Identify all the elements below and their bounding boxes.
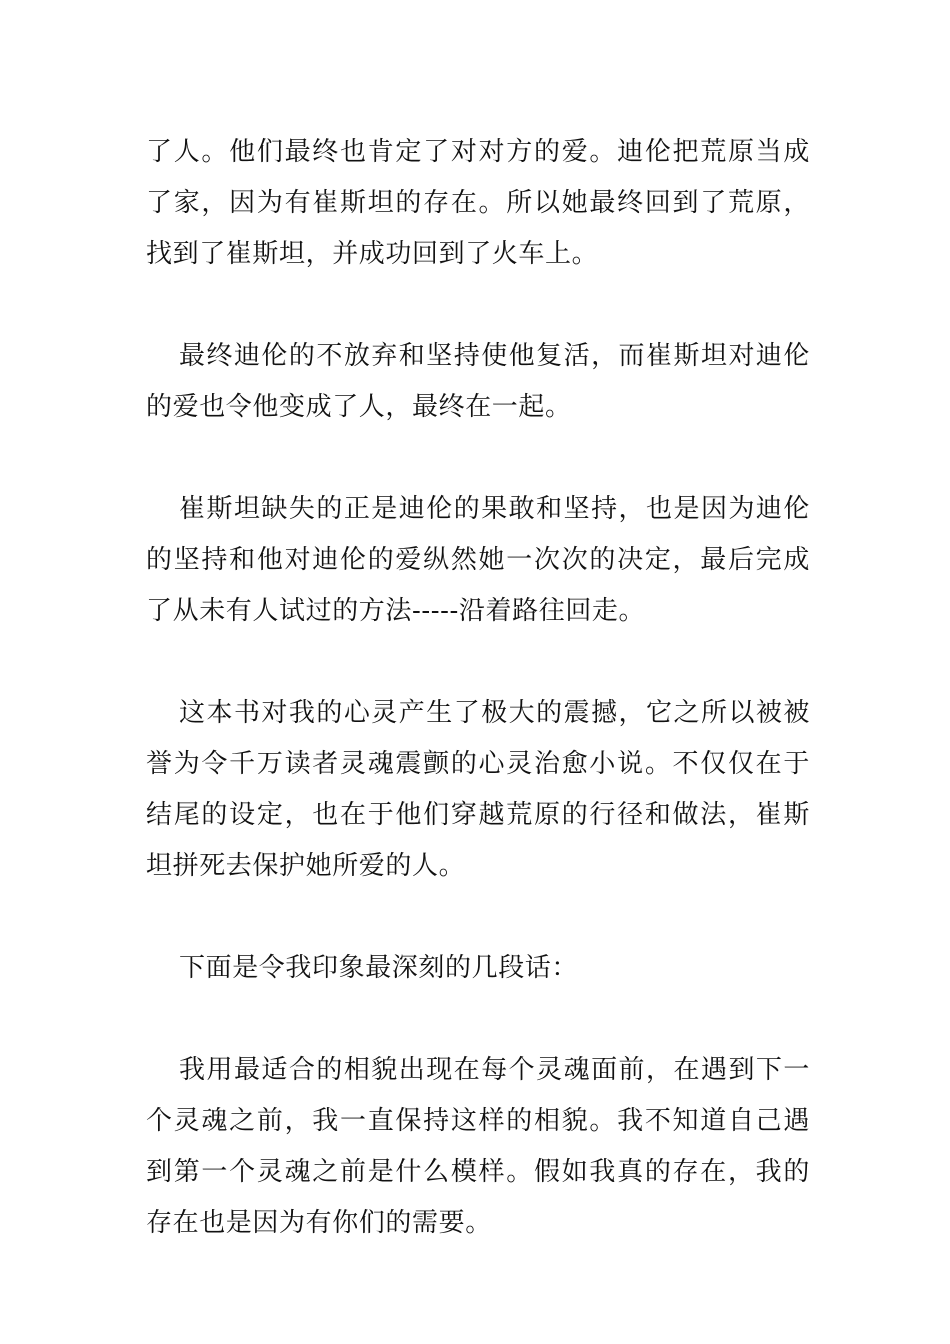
paragraph: 最终迪伦的不放弃和坚持使他复活，而崔斯坦对迪伦的爱也令他变成了人，最终在一起。 <box>146 341 810 422</box>
paragraph: 下面是令我印象最深刻的几段话： <box>179 953 579 983</box>
document-body <box>146 127 810 1300</box>
paragraph-continuation: 了人。他们最终也肯定了对对方的爱。迪伦把荒原当成了家，因为有崔斯坦的存在。所以她最终回到了荒原，找到了崔斯坦，并成功回到了火车上。 <box>146 137 810 269</box>
paragraph: 我用最适合的相貌出现在每个灵魂面前，在遇到下一个灵魂之前，我一直保持这样的相貌。我不知道自己遇到第一个灵魂之前是什么模样。假如我真的存在，我的存在也是因为有你们的需要。 <box>146 1055 810 1238</box>
paragraph: 这本书对我的心灵产生了极大的震撼，它之所以被被誉为令千万读者灵魂震颤的心灵治愈小说。不仅仅在于结尾的设定，也在于他们穿越荒原的行径和做法，崔斯坦拼死去保护她所爱的人。 <box>146 698 810 881</box>
paragraph: 崔斯坦缺失的正是迪伦的果敢和坚持，也是因为迪伦的坚持和他对迪伦的爱纵然她一次次的决定，最后完成了从未有人试过的方法-----沿着路往回走。 <box>146 494 810 626</box>
